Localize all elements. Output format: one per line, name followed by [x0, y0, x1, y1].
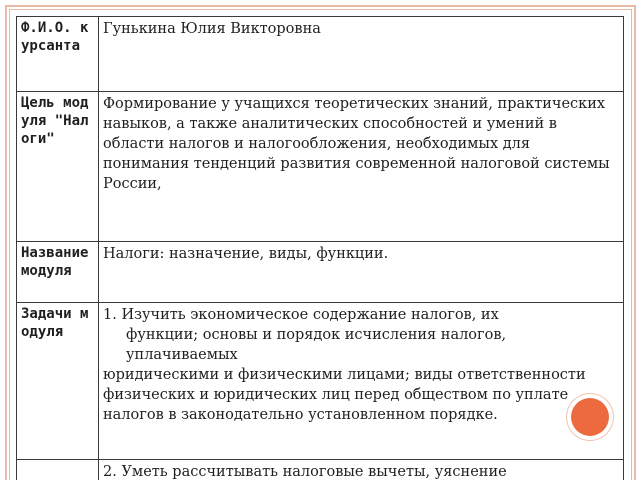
table-row-tasks-continued: [17, 460, 624, 480]
decorative-circle-icon: [571, 398, 609, 436]
tasks-continued-label: [17, 460, 99, 480]
task-1-line-3: уплачиваемых: [126, 347, 238, 363]
module-info-table: [16, 16, 624, 480]
task-1-rest: юридическими и физическими лицами; виды ответственности физических и юридических лиц перед обществом по уплате налогов в законодательно установленном порядке.: [103, 367, 586, 423]
tasks-value: [99, 303, 624, 460]
table-row-fio: [17, 17, 624, 92]
goal-value: Формирование у учащихся теоретических знаний, практических навыков, а также аналитических способностей и умений в области налогов и налогообложения, необходимых для понимания тенденций развития современной налоговой системы России,: [99, 92, 624, 242]
task-1-line-2: функции; основы и порядок исчисления налогов,: [126, 327, 507, 343]
fio-value: Гунькина Юлия Викторовна: [99, 17, 624, 92]
module-name-value: Налоги: назначение, виды, функции.: [99, 242, 624, 303]
task-1-line-1: 1. Изучить экономическое содержание налогов, их: [103, 307, 499, 323]
table-row-name: [17, 242, 624, 303]
fio-label: Ф.И.О. курсанта: [17, 17, 99, 92]
goal-label: Цель модуля "Налоги": [17, 92, 99, 242]
module-name-label: Название модуля: [17, 242, 99, 303]
table-row-tasks: [17, 303, 624, 460]
table-row-goal: [17, 92, 624, 242]
task-2: 2. Уметь рассчитывать налоговые вычеты, уяснение: [99, 460, 624, 480]
tasks-label: Задачи модуля: [17, 303, 99, 460]
